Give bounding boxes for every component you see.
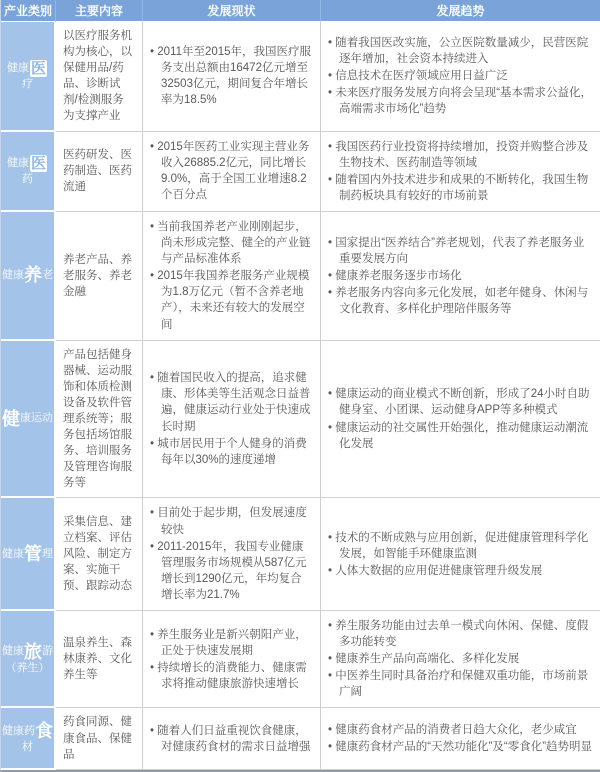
list-item: • 健康运动的社交属性开始强化，推动健康运动潮流化发展 <box>328 420 593 452</box>
header-cell-content: 主要内容 <box>56 0 143 22</box>
table-row <box>1 22 600 132</box>
category-label: 药 <box>22 173 33 186</box>
list-item: • 随着人们日益重视饮食健康，对健康药食材的需求日益增强 <box>150 723 313 755</box>
category-label-emphasis: 健 <box>2 408 20 429</box>
category-cell-tourism <box>1 611 56 708</box>
category-label: 健康药 <box>2 724 35 737</box>
category-label-emphasis: 旅 <box>24 641 42 662</box>
status-cell <box>143 498 321 611</box>
table-row <box>1 611 600 708</box>
status-cell <box>143 22 321 132</box>
trends-cell <box>321 22 600 132</box>
category-cell-pharma <box>1 132 56 212</box>
list-item: • 健康药食材产品的“天然功能化”及“零食化”趋势明显 <box>328 739 592 755</box>
list-item: • 健康养老服务逐步市场化 <box>328 268 593 284</box>
category-label: 老 <box>42 269 53 282</box>
content-cell: 以医疗服务机构为核心，以保健用品/药品、诊断试剂/检测服务为支撑产业 <box>56 22 143 132</box>
trends-cell <box>321 132 600 212</box>
list-item: • 健康养生产品向高端化、多样化发展 <box>328 651 593 667</box>
list-item: • 2015年我国养老服务产业规模为1.8万亿元（暂不含养老地产），未来还有较大的发展空间 <box>150 268 313 332</box>
category-label: 健康 <box>6 157 29 170</box>
list-item: • 持续增长的消费能力、健康需求将推动健康旅游快速增长 <box>150 660 313 692</box>
category-label: 游 <box>42 645 53 658</box>
trends-cell <box>321 212 600 341</box>
status-cell <box>143 611 321 708</box>
table-header-row <box>1 0 600 22</box>
content-cell: 养老产品、养老服务、养老金融 <box>56 212 143 341</box>
list-item: • 随着我国医改实施，公立医院数量减少，民营医院逐年增加，社会资本持续进入 <box>328 35 593 67</box>
content-cell: 温泉养生、森林康养、文化养生等 <box>56 611 143 708</box>
content-cell: 采集信息、建立档案、评估风险、制定方案、实施干预、跟踪动态 <box>56 498 143 611</box>
list-item: • 养老服务内容向多元化发展，如老年健身、休闲与文化教育、多样化护理陪伴服务等 <box>328 285 593 317</box>
category-label-emphasis: 食 <box>35 720 53 741</box>
category-label: 理 <box>42 547 53 560</box>
category-cell-food-materials <box>1 708 56 769</box>
trends-cell <box>321 708 600 769</box>
list-item: • 2011-2015年，我国专业健康管理服务市场规模从587亿元增长到1290亿元，年均复合增长率为21.7% <box>150 539 313 603</box>
list-item: • 目前处于起步期，但发展速度较快 <box>150 505 313 537</box>
status-cell <box>143 212 321 341</box>
header-cell-trend: 发展趋势 <box>321 0 600 22</box>
table-row <box>1 708 600 769</box>
content-cell: 医药研发、医药制造、医药流通 <box>56 132 143 212</box>
list-item: • 随着国内外技术进步和成果的不断转化，我国生物制药板块具有较好的市场前景 <box>328 172 593 204</box>
category-label: 康运动 <box>20 412 53 425</box>
list-item: • 我国医药行业投资将持续增加，投资并购整合涉及生物技术、医药制造等领域 <box>328 139 593 171</box>
category-label: 疗 <box>22 78 33 91</box>
category-label: 健康 <box>2 269 24 282</box>
category-label-emphasis: 管 <box>24 543 42 564</box>
header-cell-status: 发展现状 <box>143 0 321 22</box>
list-item: • 2011年至2015年，我国医疗服务支出总额由16472亿元增至32503亿元，期间复合年增长率为18.5% <box>150 44 313 108</box>
category-cell-sports <box>1 341 56 499</box>
list-item: • 健康药食材产品的消费者日趋大众化，老少咸宜 <box>328 722 592 738</box>
list-item: • 2015年医药工业实现主营业务收入26885.2亿元，同比增长9.0%，高于全国工业增速8.2个百分点 <box>150 139 313 203</box>
list-item: • 城市居民用于个人健身的消费每年以30%的速度递增 <box>150 436 313 468</box>
category-cell-management <box>1 498 56 611</box>
list-item: • 信息技术在医疗领域应用日益广泛 <box>328 68 593 84</box>
trends-cell <box>321 341 600 499</box>
category-cell-medical <box>1 22 56 132</box>
category-label-emphasis: 医 <box>30 60 46 78</box>
category-cell-eldercare <box>1 212 56 341</box>
status-cell <box>143 341 321 499</box>
category-label: 健康 <box>2 645 24 658</box>
status-cell <box>143 132 321 212</box>
list-item: • 当前我国养老产业刚刚起步，尚未形成完整、健全的产业链与产品标准体系 <box>150 219 313 267</box>
list-item: • 中医养生同时具备治疗和保健双重功能，市场前景广阔 <box>328 668 593 700</box>
table-row <box>1 212 600 341</box>
category-label: 材 <box>22 740 33 753</box>
list-item: • 养生服务业是新兴朝阳产业，正处于快速发展期 <box>150 627 313 659</box>
category-label: 健康 <box>2 547 24 560</box>
table-row <box>1 341 600 499</box>
table-row <box>1 132 600 212</box>
list-item: • 技术的不断成熟与应用创新，促进健康管理科学化发展，如智能手环健康监测 <box>328 530 593 562</box>
category-label-emphasis: 医 <box>30 155 46 173</box>
trends-cell <box>321 498 600 611</box>
list-item: • 未来医疗服务发展方向将会呈现“基本需求公益化，高端需求市场化”趋势 <box>328 85 593 117</box>
trends-cell <box>321 611 600 708</box>
list-item: • 人体大数据的应用促进健康管理升级发展 <box>328 563 593 579</box>
list-item: • 健康运动的商业模式不断创新，形成了24小时自助健身室、小团课、运动健身APP等多种模式 <box>328 386 593 418</box>
header-cell-category: 产业类别 <box>1 0 56 22</box>
status-cell <box>143 708 321 769</box>
category-label-sub: （养生） <box>5 661 50 674</box>
list-item: • 随着国民收入的提高，追求健康、形体美等生活观念日益普遍，健康运动行业处于快速成长时期 <box>150 370 313 434</box>
list-item: • 国家提出“医养结合”养老规划，代表了养老服务业重要发展方向 <box>328 235 593 267</box>
content-cell: 产品包括健身器械、运动服饰和体质检测设备及软件管理系统等；服务包括场馆服务、培训服务及管理咨询服务等 <box>56 341 143 499</box>
category-label-emphasis: 养 <box>24 265 42 286</box>
table-row <box>1 498 600 611</box>
content-cell: 药食同源、健康食品、保健品 <box>56 708 143 769</box>
category-label: 健康 <box>6 62 29 75</box>
list-item: • 养生服务功能由过去单一模式向休闲、保健、度假多功能转变 <box>328 618 593 650</box>
